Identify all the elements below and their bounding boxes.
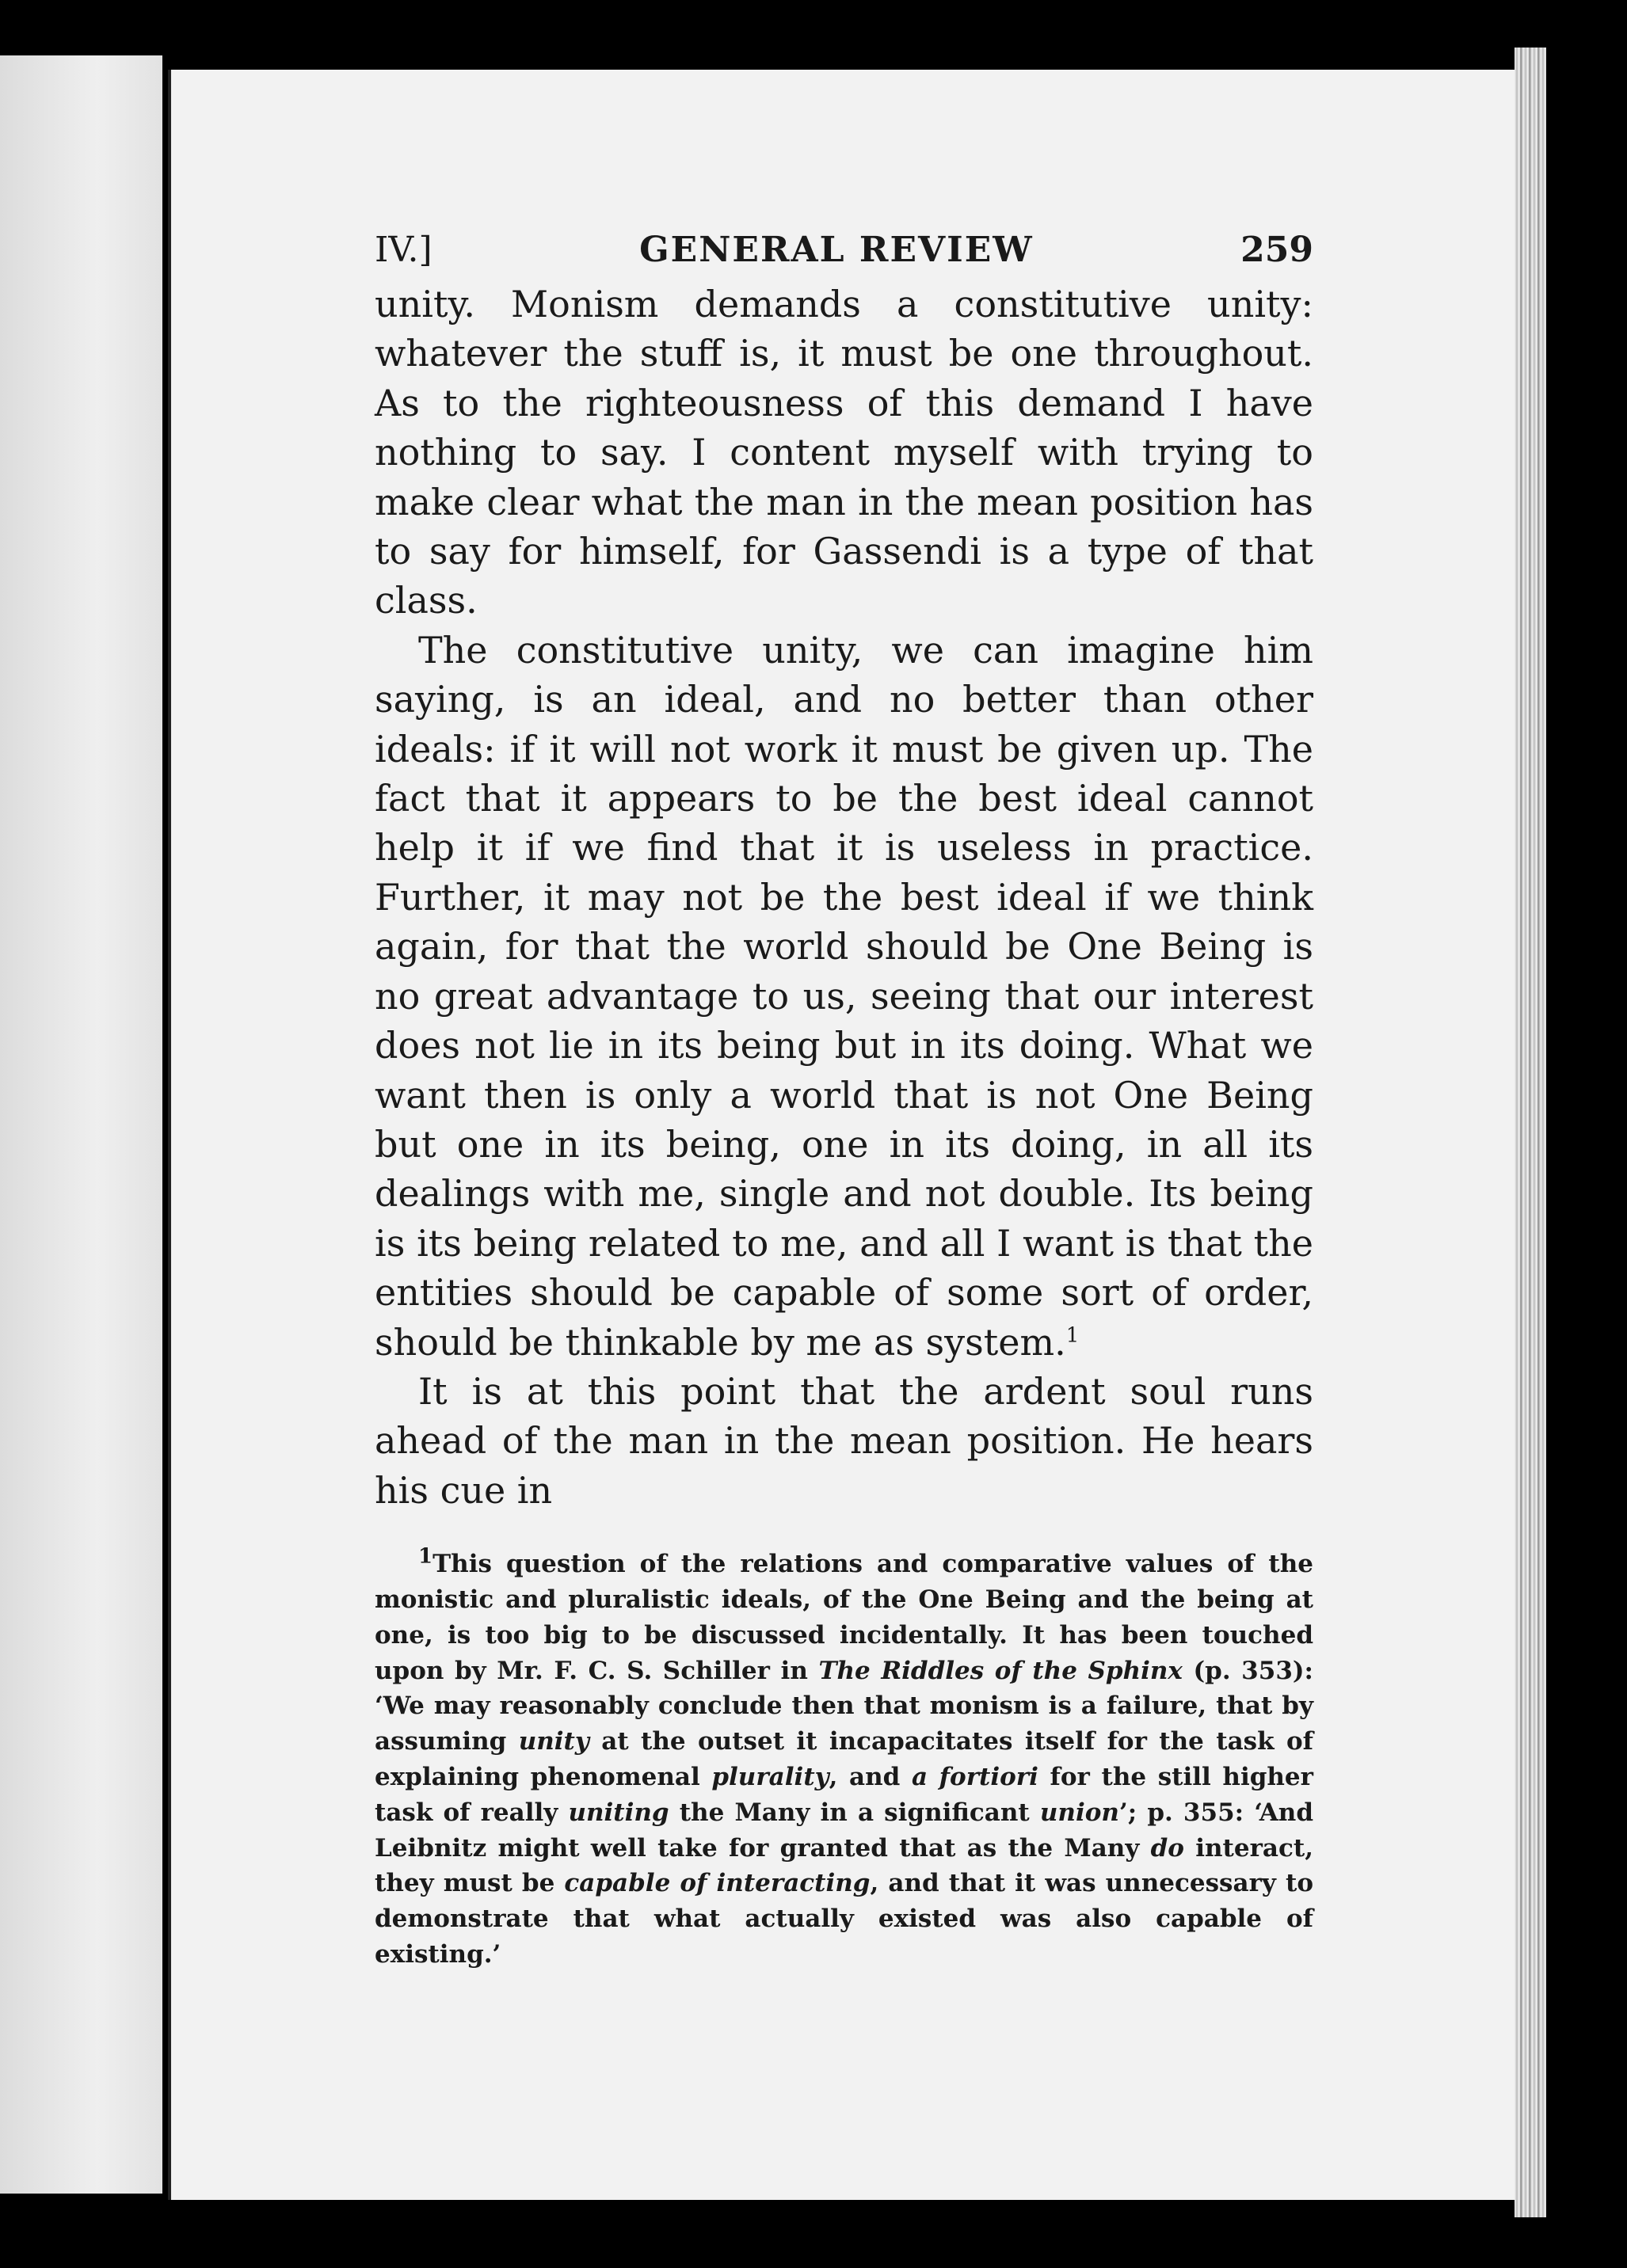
footnote-emphasis: unity bbox=[518, 1727, 589, 1756]
body-text bbox=[375, 280, 1313, 1515]
footnote bbox=[375, 1544, 1314, 1973]
page-block-edge bbox=[1515, 48, 1546, 2217]
footnote-text: (p. 353): ‘We may reasonably conclude then that monism is a failure, that by assuming bbox=[375, 1656, 1314, 1756]
paragraph-2-text: The constitutive unity, we can imagine him saying, is an ideal, and no better than other ideals: if it will not work it must be given up. The fact that it appears to be the best ideal cannot help it if we find that it is useless in practice. Further, it may not be the best ideal if we think again, for that the world should be One Being is no great advantage to us, seeing that our interest does not lie in its being but in its doing. What we want then is only a world that is not One Being but one in its being, one in its doing, in all its dealings with me, single and not double. Its being is its being related to me, and all I want is that the entities should be capable of some sort of order, should be thinkable by me as system. bbox=[375, 628, 1313, 1364]
paragraph-2 bbox=[375, 626, 1313, 1367]
footnote-reference: 1 bbox=[1065, 1323, 1080, 1348]
footnote-emphasis: union bbox=[1039, 1798, 1119, 1827]
facing-page-edge bbox=[0, 55, 162, 2194]
footnote-book-title: The Riddles of the Sphinx bbox=[818, 1656, 1183, 1685]
page-number: 259 bbox=[1240, 230, 1313, 270]
footnote-text: This question of the relations and comparative values of the monistic and pluralistic ideals, of the One Being and the being at one, is too big to be discussed incidentally. It has been touched upon by Mr. F. C. S. Schiller in bbox=[375, 1550, 1313, 1685]
paragraph-3: It is at this point that the ardent soul runs ahead of the man in the mean position. He hears his cue in bbox=[375, 1369, 1313, 1512]
footnote-text: the Many in a significant bbox=[669, 1798, 1040, 1827]
footnote-text: ’; p. 355: ‘And Leibnitz might well take for granted that as the Many bbox=[375, 1798, 1313, 1863]
footnote-text: , and bbox=[829, 1762, 912, 1791]
footnote-text: at the outset it incapacitates itself for the task of explaining phenomenal bbox=[375, 1727, 1313, 1791]
chapter-marker: IV.] bbox=[375, 230, 432, 270]
page-content bbox=[375, 230, 1313, 1973]
footnote-emphasis: uniting bbox=[568, 1798, 669, 1827]
running-head bbox=[375, 230, 1313, 270]
footnote-emphasis: plurality bbox=[711, 1762, 829, 1791]
footnote-text: interact, they must be bbox=[375, 1833, 1313, 1898]
footnote-emphasis: a fortiori bbox=[911, 1762, 1038, 1791]
footnote-emphasis: do bbox=[1150, 1833, 1184, 1863]
paragraph-1: unity. Monism demands a constitutive unity: whatever the stuff is, it must be one throughout. As to the righteousness of this demand I have nothing to say. I content myself with trying to make clear what the man in the mean position has to say for himself, for Gassendi is a type of that class. bbox=[375, 283, 1313, 622]
footnote-marker: 1 bbox=[418, 1544, 433, 1569]
footnote-text: , and that it was unnecessary to demonstrate that what actually existed was also capable of existing.’ bbox=[375, 1869, 1314, 1969]
footnote-emphasis: capable of interacting bbox=[564, 1869, 871, 1898]
running-title: GENERAL REVIEW bbox=[639, 230, 1034, 270]
footnote-text: for the still higher task of really bbox=[375, 1762, 1313, 1827]
